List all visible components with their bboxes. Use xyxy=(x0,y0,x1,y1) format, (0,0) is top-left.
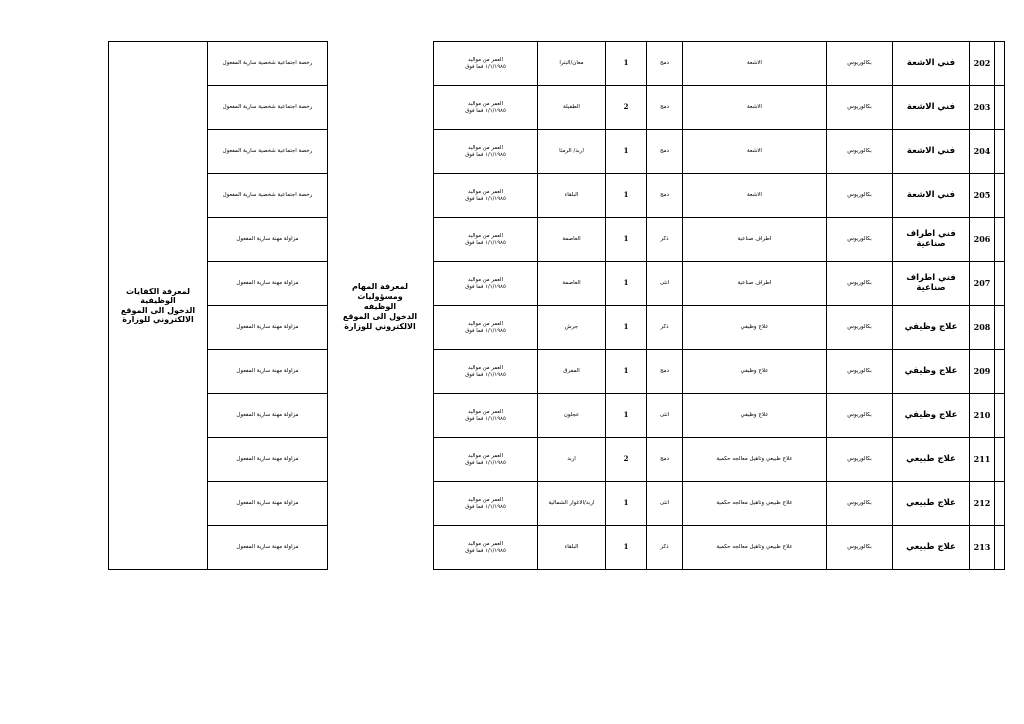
job-title: علاج طبيعي xyxy=(893,482,970,526)
qualification: بكالوريوس xyxy=(827,218,893,262)
age-requirement xyxy=(434,42,538,86)
location: اربد/ الرمثا xyxy=(538,130,606,174)
job-title: علاج وظيفي xyxy=(893,350,970,394)
row-number: 212 xyxy=(970,482,995,526)
specialty: الاشعة xyxy=(683,130,827,174)
blank-cell xyxy=(995,526,1005,570)
row-number: 202 xyxy=(970,42,995,86)
age-line-1: العمر من مواليد xyxy=(468,277,503,284)
age-line-1: العمر من مواليد xyxy=(468,145,503,152)
job-title: فني اطراف صناعية xyxy=(893,218,970,262)
age-line-2: ١/١/١٩٨٥ فما فوق xyxy=(465,547,506,554)
age-requirement xyxy=(434,130,538,174)
qualification: بكالوريوس xyxy=(827,42,893,86)
job-title: فني الاشعة xyxy=(893,130,970,174)
requirement: رخصة اجتماعية شخصية سارية المفعول xyxy=(208,130,328,174)
age-requirement xyxy=(434,350,538,394)
age-line-2: ١/١/١٩٨٥ فما فوق xyxy=(465,151,506,158)
job-title: علاج وظيفي xyxy=(893,394,970,438)
qualification: بكالوريوس xyxy=(827,262,893,306)
location: معان/البترا xyxy=(538,42,606,86)
age-line-1: العمر من مواليد xyxy=(468,497,503,504)
location: اربد/الاغوار الشمالية xyxy=(538,482,606,526)
table-row xyxy=(434,262,1005,306)
age-line-1: العمر من مواليد xyxy=(468,233,503,240)
blank-cell xyxy=(995,482,1005,526)
job-title: علاج وظيفي xyxy=(893,306,970,350)
blank-cell xyxy=(995,394,1005,438)
age-line-2: ١/١/١٩٨٥ فما فوق xyxy=(465,415,506,422)
specialty: الاشعة xyxy=(683,86,827,130)
tasks-line: لمعرفة المهام ومسؤوليات xyxy=(352,281,408,301)
tasks-line: الالكتروني للوزارة xyxy=(344,321,416,331)
table-row xyxy=(434,438,1005,482)
age-line-2: ١/١/١٩٨٥ فما فوق xyxy=(465,107,506,114)
qualification: بكالوريوس xyxy=(827,482,893,526)
qualification: بكالوريوس xyxy=(827,350,893,394)
gender: ذكر xyxy=(647,306,683,350)
age-requirement xyxy=(434,262,538,306)
gender: دمج xyxy=(647,438,683,482)
qualification: بكالوريوس xyxy=(827,438,893,482)
job-title: علاج طبيعي xyxy=(893,438,970,482)
age-line-2: ١/١/١٩٨٥ فما فوق xyxy=(465,459,506,466)
tasks-line: الوظيفه xyxy=(363,301,397,311)
age-line-2: ١/١/١٩٨٥ فما فوق xyxy=(465,195,506,202)
gender: انثى xyxy=(647,482,683,526)
blank-cell xyxy=(995,174,1005,218)
location: اربد xyxy=(538,438,606,482)
age-requirement xyxy=(434,174,538,218)
count: 1 xyxy=(606,262,647,306)
blank-cell xyxy=(995,86,1005,130)
age-line-1: العمر من مواليد xyxy=(468,57,503,64)
count: 1 xyxy=(606,130,647,174)
age-line-1: العمر من مواليد xyxy=(468,321,503,328)
row-number: 209 xyxy=(970,350,995,394)
age-line-1: العمر من مواليد xyxy=(468,189,503,196)
blank-cell xyxy=(995,218,1005,262)
count: 1 xyxy=(606,42,647,86)
tasks-note xyxy=(327,41,433,572)
blank-cell xyxy=(995,350,1005,394)
requirement: مزاولة مهنة سارية المفعول xyxy=(208,526,328,570)
age-line-1: العمر من مواليد xyxy=(468,453,503,460)
gender: ذكر xyxy=(647,218,683,262)
age-line-2: ١/١/١٩٨٥ فما فوق xyxy=(465,371,506,378)
table-row xyxy=(434,482,1005,526)
blank-cell xyxy=(995,306,1005,350)
requirement: رخصة اجتماعية شخصية سارية المفعول xyxy=(208,174,328,218)
age-line-2: ١/١/١٩٨٥ فما فوق xyxy=(465,503,506,510)
requirement: مزاولة مهنة سارية المفعول xyxy=(208,438,328,482)
qualification: بكالوريوس xyxy=(827,86,893,130)
count: 1 xyxy=(606,482,647,526)
blank-cell xyxy=(995,262,1005,306)
row-number: 206 xyxy=(970,218,995,262)
job-title: فني الاشعة xyxy=(893,86,970,130)
qualification: بكالوريوس xyxy=(827,130,893,174)
specialty: الاشعة xyxy=(683,42,827,86)
requirement: مزاولة مهنة سارية المفعول xyxy=(208,218,328,262)
age-line-2: ١/١/١٩٨٥ فما فوق xyxy=(465,63,506,70)
competencies-line: الالكتروني للوزارة xyxy=(122,314,194,324)
location: جرش xyxy=(538,306,606,350)
requirement: مزاولة مهنة سارية المفعول xyxy=(208,350,328,394)
qualification: بكالوريوس xyxy=(827,306,893,350)
specialty: علاج وظيفي xyxy=(683,394,827,438)
job-title: فني الاشعة xyxy=(893,174,970,218)
job-title: علاج طبيعي xyxy=(893,526,970,570)
job-title: فني اطراف صناعية xyxy=(893,262,970,306)
location: البلقاء xyxy=(538,526,606,570)
age-line-1: العمر من مواليد xyxy=(468,541,503,548)
qualification: بكالوريوس xyxy=(827,526,893,570)
age-requirement xyxy=(434,482,538,526)
requirement: رخصة اجتماعية شخصية سارية المفعول xyxy=(208,42,328,86)
age-line-1: العمر من مواليد xyxy=(468,101,503,108)
age-line-1: العمر من مواليد xyxy=(468,365,503,372)
competencies-note xyxy=(109,42,208,570)
count: 1 xyxy=(606,306,647,350)
location: المفرق xyxy=(538,350,606,394)
requirement: مزاولة مهنة سارية المفعول xyxy=(208,306,328,350)
table-row xyxy=(434,218,1005,262)
location: البلقاء xyxy=(538,174,606,218)
specialty: علاج طبيعي وتاهيل معالجه حكمية xyxy=(683,438,827,482)
gender: دمج xyxy=(647,350,683,394)
table-row xyxy=(434,86,1005,130)
requirement-row xyxy=(109,42,328,86)
specialty: الاشعة xyxy=(683,174,827,218)
table-row xyxy=(434,526,1005,570)
count: 1 xyxy=(606,526,647,570)
row-number: 205 xyxy=(970,174,995,218)
qualification: بكالوريوس xyxy=(827,174,893,218)
gender: دمج xyxy=(647,42,683,86)
specialty: اطراف صناعية xyxy=(683,262,827,306)
row-number: 210 xyxy=(970,394,995,438)
row-number: 213 xyxy=(970,526,995,570)
location: العاصمة xyxy=(538,218,606,262)
gender: دمج xyxy=(647,130,683,174)
qualification: بكالوريوس xyxy=(827,394,893,438)
table-row xyxy=(434,130,1005,174)
requirements-table xyxy=(108,41,328,570)
count: 2 xyxy=(606,438,647,482)
location: عجلون xyxy=(538,394,606,438)
age-requirement xyxy=(434,438,538,482)
competencies-line: الدخول الى الموقع xyxy=(120,305,196,315)
specialty: علاج وظيفي xyxy=(683,306,827,350)
age-line-2: ١/١/١٩٨٥ فما فوق xyxy=(465,239,506,246)
age-requirement xyxy=(434,218,538,262)
blank-cell xyxy=(995,42,1005,86)
count: 1 xyxy=(606,174,647,218)
count: 2 xyxy=(606,86,647,130)
gender: انثى xyxy=(647,394,683,438)
specialty: اطراف صناعية xyxy=(683,218,827,262)
table-row xyxy=(434,394,1005,438)
age-line-2: ١/١/١٩٨٥ فما فوق xyxy=(465,327,506,334)
specialty: علاج طبيعي وتاهيل معالجه حكمية xyxy=(683,482,827,526)
age-requirement xyxy=(434,306,538,350)
age-line-1: العمر من مواليد xyxy=(468,409,503,416)
table-row xyxy=(434,306,1005,350)
gender: دمج xyxy=(647,174,683,218)
row-number: 207 xyxy=(970,262,995,306)
location: الطفيلة xyxy=(538,86,606,130)
location: العاصمة xyxy=(538,262,606,306)
jobs-table xyxy=(433,41,1005,570)
table-row xyxy=(434,174,1005,218)
specialty: علاج طبيعي وتاهيل معالجه حكمية xyxy=(683,526,827,570)
gender: دمج xyxy=(647,86,683,130)
row-number: 203 xyxy=(970,86,995,130)
row-number: 204 xyxy=(970,130,995,174)
requirement: مزاولة مهنة سارية المفعول xyxy=(208,482,328,526)
blank-cell xyxy=(995,130,1005,174)
count: 1 xyxy=(606,394,647,438)
table-row xyxy=(434,42,1005,86)
row-number: 208 xyxy=(970,306,995,350)
age-requirement xyxy=(434,526,538,570)
competencies-line: لمعرفة الكفايات الوظيفية xyxy=(126,287,190,306)
tasks-line: الدخول الى الموقع xyxy=(342,311,418,321)
age-requirement xyxy=(434,394,538,438)
age-line-2: ١/١/١٩٨٥ فما فوق xyxy=(465,283,506,290)
gender: انثى xyxy=(647,262,683,306)
gender: ذكر xyxy=(647,526,683,570)
count: 1 xyxy=(606,218,647,262)
job-title: فني الاشعة xyxy=(893,42,970,86)
specialty: علاج وظيفي xyxy=(683,350,827,394)
requirement: مزاولة مهنة سارية المفعول xyxy=(208,262,328,306)
requirement: مزاولة مهنة سارية المفعول xyxy=(208,394,328,438)
blank-cell xyxy=(995,438,1005,482)
requirement: رخصة اجتماعية شخصية سارية المفعول xyxy=(208,86,328,130)
age-requirement xyxy=(434,86,538,130)
table-row xyxy=(434,350,1005,394)
count: 1 xyxy=(606,350,647,394)
row-number: 211 xyxy=(970,438,995,482)
